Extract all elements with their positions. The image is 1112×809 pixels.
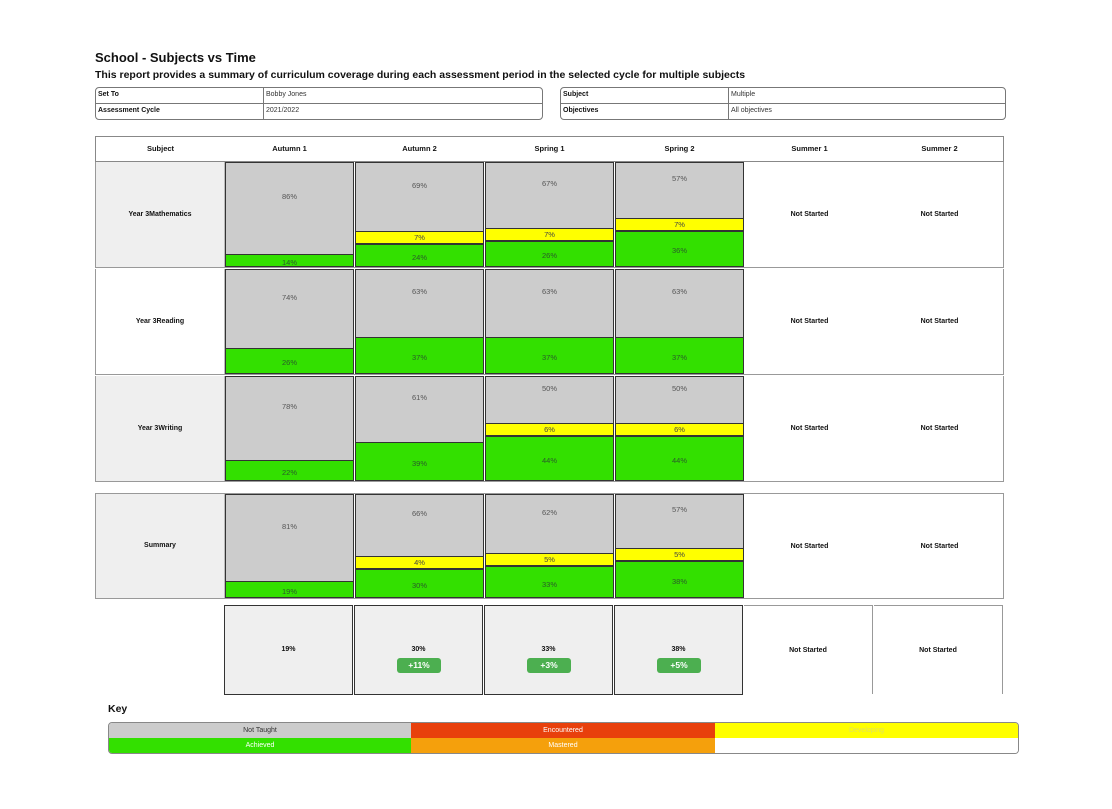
achieved-segment: 14% bbox=[226, 254, 353, 267]
key-empty bbox=[715, 738, 1018, 753]
period-stacked-bar bbox=[485, 162, 614, 267]
not-started-label: Not Started bbox=[790, 211, 829, 218]
achieved-segment: 30% bbox=[356, 569, 483, 598]
not-taught-segment bbox=[616, 270, 743, 337]
objectives-value: All objectives bbox=[731, 107, 772, 114]
not-started-label: Not Started bbox=[920, 211, 959, 218]
segment-label: 57% bbox=[671, 174, 687, 183]
total-value: 30% bbox=[411, 646, 426, 653]
achieved-segment: 37% bbox=[486, 337, 613, 374]
segment-label: 86% bbox=[281, 192, 297, 201]
segment-label: 78% bbox=[281, 402, 297, 411]
subject-name: Reading bbox=[156, 317, 185, 325]
not-taught-segment bbox=[486, 377, 613, 423]
segment-label: 74% bbox=[281, 292, 297, 302]
set-to-label: Set To bbox=[96, 88, 264, 103]
total-not-started: Not Started bbox=[744, 605, 873, 694]
not-taught-segment bbox=[226, 270, 353, 348]
total-value: 38% bbox=[671, 646, 686, 653]
developing-segment: 4% bbox=[356, 556, 483, 569]
not-taught-segment bbox=[356, 270, 483, 337]
period-stacked-bar bbox=[225, 494, 354, 598]
developing-segment: 6% bbox=[486, 423, 613, 436]
totals-row bbox=[224, 605, 1004, 695]
developing-segment: 6% bbox=[616, 423, 743, 436]
achieved-segment: 44% bbox=[486, 436, 613, 481]
segment-label: 57% bbox=[671, 505, 687, 514]
set-to-value: Bobby Jones bbox=[266, 91, 307, 98]
subject-label bbox=[96, 162, 225, 267]
achieved-segment: 36% bbox=[616, 231, 743, 267]
column-header-summer-1: Summer 1 bbox=[791, 144, 828, 153]
achieved-segment: 22% bbox=[226, 460, 353, 481]
achieved-segment: 26% bbox=[486, 241, 613, 267]
not-taught-segment bbox=[486, 163, 613, 228]
not-taught-segment bbox=[616, 495, 743, 548]
column-header-autumn-1: Autumn 1 bbox=[272, 144, 307, 153]
not-taught-segment bbox=[226, 495, 353, 581]
period-stacked-bar bbox=[225, 162, 354, 267]
change-badge: +11% bbox=[397, 658, 441, 673]
subject-label: Subject bbox=[561, 88, 729, 103]
change-badge: +3% bbox=[527, 658, 571, 673]
developing-segment: 7% bbox=[616, 218, 743, 231]
total-value: 19% bbox=[281, 646, 296, 653]
segment-label: 50% bbox=[671, 383, 687, 393]
assessment-cycle-value: 2021/2022 bbox=[266, 107, 300, 114]
subject-label bbox=[96, 376, 225, 481]
not-taught-segment bbox=[226, 377, 353, 460]
subject-name: Writing bbox=[158, 424, 183, 432]
not-taught-segment bbox=[486, 270, 613, 337]
key-mastered: Mastered bbox=[411, 738, 715, 753]
segment-label: 63% bbox=[411, 287, 427, 296]
not-started-label: Not Started bbox=[790, 425, 829, 432]
subject-label bbox=[96, 269, 225, 374]
subject-year: Year 3 bbox=[135, 317, 157, 325]
not-started-label: Not Started bbox=[790, 542, 829, 550]
developing-segment: 5% bbox=[616, 548, 743, 561]
segment-label: 63% bbox=[671, 287, 687, 296]
not-taught-segment bbox=[356, 163, 483, 231]
period-stacked-bar bbox=[615, 376, 744, 481]
segment-label: 62% bbox=[541, 507, 557, 517]
change-badge: +5% bbox=[657, 658, 701, 673]
period-stacked-bar bbox=[225, 376, 354, 481]
period-stacked-bar bbox=[355, 376, 484, 481]
total-value: 33% bbox=[541, 646, 556, 653]
subject-row bbox=[95, 269, 1004, 375]
info-table-left bbox=[95, 87, 543, 120]
assessment-cycle-label: Assessment Cycle bbox=[96, 104, 264, 119]
period-stacked-bar bbox=[615, 269, 744, 374]
segment-label: 67% bbox=[541, 179, 557, 188]
segment-label: 66% bbox=[411, 509, 427, 518]
period-stacked-bar bbox=[355, 269, 484, 374]
not-taught-segment bbox=[486, 495, 613, 553]
total-cell bbox=[354, 605, 483, 695]
column-header-subject: Subject bbox=[146, 144, 175, 153]
segment-label: 81% bbox=[281, 521, 297, 531]
segment-label: 61% bbox=[411, 393, 427, 402]
info-table-right bbox=[560, 87, 1006, 120]
subject-row bbox=[95, 376, 1004, 482]
total-not-started: Not Started bbox=[874, 605, 1003, 694]
key-achieved: Achieved bbox=[109, 738, 411, 753]
period-stacked-bar bbox=[615, 162, 744, 267]
key-legend bbox=[108, 722, 1019, 754]
not-taught-segment bbox=[356, 495, 483, 556]
column-header-summer-2: Summer 2 bbox=[921, 144, 958, 153]
subject-year: Year 3 bbox=[128, 210, 150, 218]
not-taught-segment bbox=[616, 163, 743, 218]
objectives-label: Objectives bbox=[561, 104, 729, 119]
subject-name: Mathematics bbox=[149, 210, 192, 218]
achieved-segment: 19% bbox=[226, 581, 353, 598]
not-started-label: Not Started bbox=[920, 425, 959, 432]
not-taught-segment bbox=[616, 377, 743, 423]
period-stacked-bar bbox=[485, 269, 614, 374]
report-title: School - Subjects vs Time bbox=[95, 50, 256, 65]
key-encountered: Encountered bbox=[411, 723, 715, 738]
key-not-taught: Not Taught bbox=[109, 723, 411, 738]
summary-row bbox=[95, 493, 1004, 599]
achieved-segment: 44% bbox=[616, 436, 743, 481]
developing-segment: 7% bbox=[486, 228, 613, 241]
segment-label: 50% bbox=[541, 383, 557, 393]
report-subtitle: This report provides a summary of curriculum coverage during each assessment period in the selected cycle for multiple subjects bbox=[95, 69, 746, 81]
column-header-autumn-2: Autumn 2 bbox=[402, 144, 437, 153]
achieved-segment: 38% bbox=[616, 561, 743, 598]
period-stacked-bar bbox=[355, 162, 484, 267]
achieved-segment: 37% bbox=[356, 337, 483, 374]
period-stacked-bar bbox=[355, 494, 484, 598]
not-started-label: Not Started bbox=[790, 318, 829, 325]
column-header-spring-2: Spring 2 bbox=[664, 144, 695, 153]
subject-row bbox=[95, 162, 1004, 268]
total-cell bbox=[224, 605, 353, 695]
not-started-label: Not Started bbox=[920, 542, 959, 550]
segment-label: 69% bbox=[411, 180, 427, 190]
segment-label: 63% bbox=[541, 287, 557, 296]
not-taught-segment bbox=[356, 377, 483, 442]
developing-segment: 5% bbox=[486, 553, 613, 566]
achieved-segment: 24% bbox=[356, 244, 483, 267]
subject-value: Multiple bbox=[731, 91, 756, 98]
total-cell bbox=[484, 605, 613, 695]
column-header-spring-1: Spring 1 bbox=[534, 144, 565, 153]
period-stacked-bar bbox=[485, 494, 614, 598]
not-taught-segment bbox=[226, 163, 353, 254]
developing-segment: 7% bbox=[356, 231, 483, 244]
achieved-segment: 39% bbox=[356, 442, 483, 481]
achieved-segment: 26% bbox=[226, 348, 353, 374]
achieved-segment: 33% bbox=[486, 566, 613, 598]
period-stacked-bar bbox=[225, 269, 354, 374]
key-developing: Developing bbox=[715, 723, 1018, 738]
period-stacked-bar bbox=[615, 494, 744, 598]
subject-year: Year 3 bbox=[137, 424, 159, 432]
column-header-row bbox=[95, 136, 1004, 162]
achieved-segment: 37% bbox=[616, 337, 743, 374]
not-started-label: Not Started bbox=[920, 318, 959, 325]
key-title: Key bbox=[108, 703, 128, 715]
subject-label: Summary bbox=[96, 494, 225, 598]
total-cell bbox=[614, 605, 743, 695]
period-stacked-bar bbox=[485, 376, 614, 481]
